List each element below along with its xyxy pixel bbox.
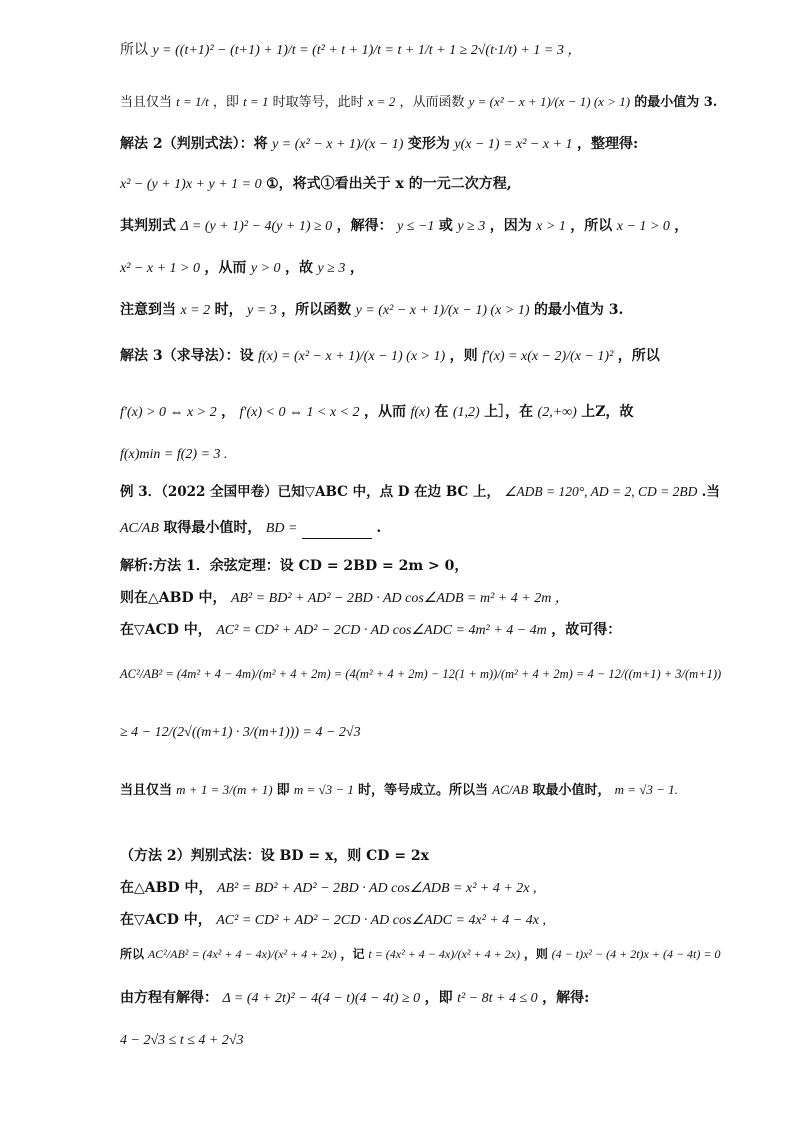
equation: (4 − t)x² − (4 + 2t)x + (4 − 4t) = 0 <box>551 947 721 961</box>
equation: y = (x² − x + 1)/(x − 1) (x > 1) <box>468 94 631 109</box>
equation: y = ((t+1)² − (t+1) + 1)/t = (t² + t + 1)/t = t + 1/t + 1 ≥ 2√(t·1/t) + 1 = 3 ， <box>152 43 582 58</box>
equation: AB² = BD² + AD² − 2BD · AD cos∠ADB = m² + 4 + 2m ， <box>230 591 569 606</box>
line-7 <box>120 300 623 321</box>
equation: x > 1 <box>536 219 566 234</box>
equation: AC/AB <box>120 521 159 536</box>
equation: y = 3 <box>247 303 277 318</box>
equation: f′(x) > 0 ⇔ x > 2 <box>120 405 217 420</box>
text: ，整理得: <box>577 136 639 152</box>
equation: f′(x) = x(x − 2)/(x − 1)² <box>482 349 614 364</box>
line-3 <box>120 134 638 155</box>
text: ，即 <box>424 990 453 1006</box>
equation: y > 0 <box>250 261 281 276</box>
text: 上］，在 <box>484 404 534 420</box>
line-23 <box>120 988 589 1009</box>
text: ，记 <box>340 947 365 961</box>
text: ， <box>349 260 364 276</box>
line-21 <box>120 910 546 931</box>
text: 在▽ACD 中， <box>120 622 212 638</box>
equation: x² − (y + 1)x + y + 1 = 0 <box>120 177 262 192</box>
line-14 <box>120 588 569 609</box>
text: ，从而 <box>204 260 247 276</box>
method-heading: 解法 3（求导法）：设 <box>120 348 254 364</box>
line-4 <box>120 174 512 195</box>
line-5 <box>120 216 688 237</box>
method-2-heading <box>120 846 429 866</box>
equation: Δ = (4 + 2t)² − 4(4 − t)(4 − 4t) ≥ 0 <box>222 991 421 1006</box>
line-22 <box>120 944 721 964</box>
text: ，所以函数 <box>281 302 352 318</box>
text: ，从而函数 <box>399 95 465 110</box>
text: 变形为 <box>407 136 450 152</box>
equation: x² − x + 1 > 0 <box>120 261 200 276</box>
text: ，即 <box>212 95 239 110</box>
text: 或 <box>438 218 453 234</box>
answer-blank <box>302 524 372 539</box>
equation: 4 − 2√3 ≤ t ≤ 4 + 2√3 <box>120 1033 244 1048</box>
equation: AC² = CD² + AD² − 2CD · AD cos∠ADC = 4m² + 4 − 4m <box>216 623 547 638</box>
text: .当 <box>701 484 720 500</box>
text: 当且仅当 <box>120 783 173 798</box>
text: 例 3．（2022 全国甲卷）已知▽ABC 中，点 D 在边 BC 上， <box>120 484 500 500</box>
equation: y = (x² − x + 1)/(x − 1) <box>272 137 404 152</box>
line-20 <box>120 878 537 899</box>
equation: AC²/AB² = (4x² + 4 − 4x)/(x² + 4 + 2x) <box>147 947 337 961</box>
text: 所以 <box>120 947 145 961</box>
text: ，解得: <box>542 990 590 1006</box>
equation: AC² = CD² + AD² − 2CD · AD cos∠ADC = 4x² + 4 − 4x , <box>216 913 546 928</box>
text: 上Z，故 <box>581 404 634 420</box>
equation: y = (x² − x + 1)/(x − 1) (x > 1) <box>355 303 530 318</box>
text: ，解得： <box>336 218 393 234</box>
equation: AB² = BD² + AD² − 2BD · AD cos∠ADB = x² + 4 + 2x , <box>216 881 537 896</box>
equation: m = √3 − 1. <box>614 782 678 797</box>
text: 的最小值为 3. <box>634 95 718 110</box>
equation: (2,+∞) <box>537 405 577 420</box>
text: ， <box>221 404 236 420</box>
equation: f(x)min = f(2) = 3 . <box>120 447 228 462</box>
equation: f′(x) < 0 ⇔ 1 < x < 2 <box>239 405 360 420</box>
text: ，所以 <box>570 218 613 234</box>
line-13 <box>120 556 468 576</box>
equation: AC²/AB² = (4m² + 4 − 4m)/(m² + 4 + 2m) = (4(m² + 4 + 2m) − 12(1 + m))/(m² + 4 + 2m) = 4 − 12/((m+1) + 3/(m+1)) <box>120 667 722 681</box>
line-1 <box>120 40 581 61</box>
equation: m + 1 = 3/(m + 1) <box>176 782 273 797</box>
equation: ∠ADB = 120°, AD = 2, CD = 2BD <box>504 484 698 499</box>
equation: f(x) = (x² − x + 1)/(x − 1) (x > 1) <box>258 349 446 364</box>
text: 注意到当 <box>120 302 176 318</box>
text: 取最小值时， <box>532 783 611 798</box>
line-6 <box>120 258 364 279</box>
line-15 <box>120 620 621 641</box>
equation: t² − 8t + 4 ≤ 0 <box>457 991 538 1006</box>
line-12 <box>120 518 381 539</box>
line-8 <box>120 346 660 367</box>
line-9 <box>120 402 634 423</box>
method-heading: 解法 2（判别式法）：将 <box>120 136 268 152</box>
text: 则在△ABD 中， <box>120 590 227 606</box>
text: ①，将式①看出关于 x 的一元二次方程, <box>266 176 512 192</box>
text: 的最小值为 3. <box>533 302 624 318</box>
equation: x = 2 <box>180 303 211 318</box>
text: （方法 2）判别式法：设 BD = x，则 CD = 2x <box>120 848 430 864</box>
text: 时，等号成立。所以当 <box>358 783 489 798</box>
equation: m = √3 − 1 <box>293 782 354 797</box>
text: ，则 <box>449 348 478 364</box>
equation: y ≥ 3 <box>457 219 486 234</box>
line-2 <box>120 92 717 113</box>
equation: x = 2 <box>367 94 396 109</box>
text: 当且仅当 <box>120 95 173 110</box>
equation: t = (4x² + 4 − 4x)/(x² + 4 + 2x) <box>368 947 520 961</box>
equation: t = 1 <box>243 94 269 109</box>
text: ，故 <box>285 260 313 276</box>
equation: x − 1 > 0 <box>616 219 670 234</box>
text: 时取等号，此时 <box>272 95 364 110</box>
text: 解析:方法 1．余弦定理：设 CD = 2BD = 2m > 0， <box>120 558 469 574</box>
example-3-heading <box>120 482 720 502</box>
text: 在▽ACD 中， <box>120 912 212 928</box>
equation: f(x) <box>410 405 430 420</box>
text: 所以 <box>120 42 148 58</box>
equation: y ≥ 3 <box>317 261 346 276</box>
text: ，则 <box>523 947 548 961</box>
text: 在 <box>434 404 449 420</box>
equation: (1,2) <box>452 405 480 420</box>
text: ，所以 <box>617 348 660 364</box>
text: 取得最小值时， <box>163 520 262 536</box>
line-16 <box>120 664 721 684</box>
text: . <box>376 520 382 536</box>
text: ，因为 <box>489 218 532 234</box>
line-17 <box>120 722 361 743</box>
text: ，从而 <box>364 404 407 420</box>
line-18 <box>120 780 678 801</box>
equation: Δ = (y + 1)² − 4(y + 1) ≥ 0 <box>180 219 333 234</box>
equation: BD = <box>265 521 298 536</box>
equation: y ≤ −1 <box>397 219 435 234</box>
line-24 <box>120 1030 244 1051</box>
equation: AC/AB <box>492 782 529 797</box>
equation: ≥ 4 − 12/(2√((m+1) · 3/(m+1))) = 4 − 2√3 <box>120 725 361 740</box>
equation: y(x − 1) = x² − x + 1 <box>454 137 573 152</box>
text: ， <box>674 218 689 234</box>
text: 由方程有解得： <box>120 990 218 1006</box>
line-10 <box>120 444 228 465</box>
text: 时， <box>214 302 243 318</box>
text: 即 <box>276 783 290 798</box>
text: 其判别式 <box>120 218 176 234</box>
text: ，故可得： <box>551 622 622 638</box>
equation: t = 1/t <box>176 94 209 109</box>
text: 在△ABD 中， <box>120 880 213 896</box>
